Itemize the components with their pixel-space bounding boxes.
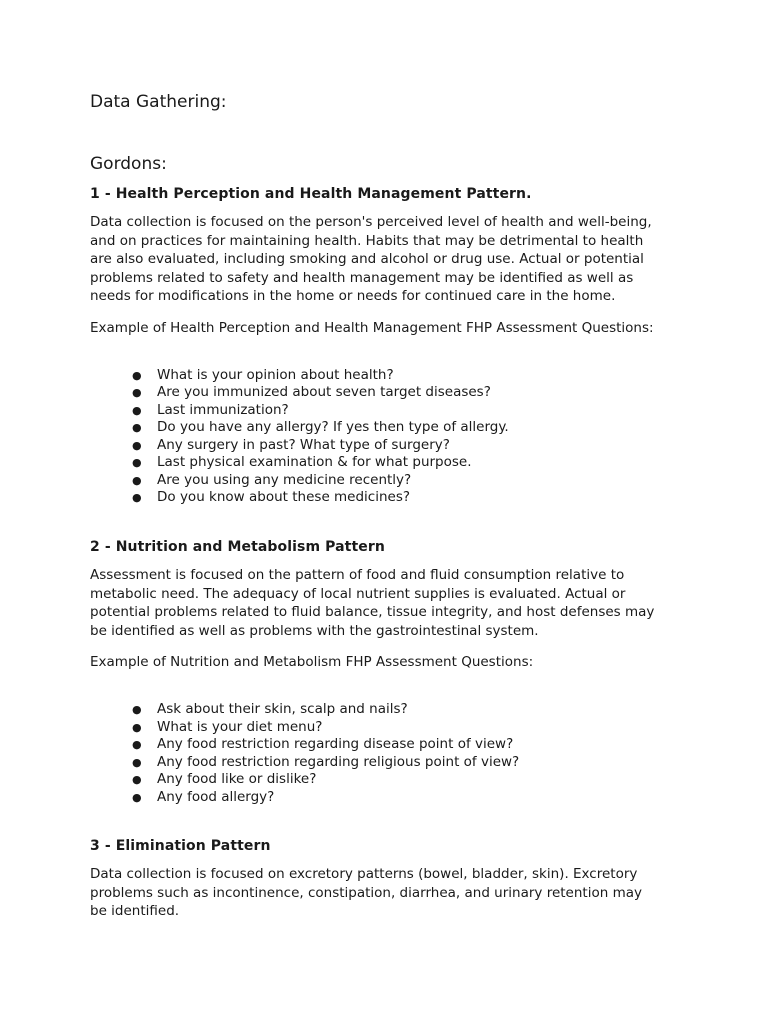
bullet-icon: ● [132,790,142,804]
list-item [132,701,680,719]
question-text: Any food allergy? [157,788,275,805]
bullet-icon: ● [132,491,142,504]
list-item [132,472,680,490]
question-text: Do you know about these medicines? [157,489,411,505]
bullet-icon: ● [132,473,142,487]
section-paragraph [90,213,680,306]
example-questions-intro: Example of Health Perception and Health Management FHP Assessment Questions: [90,319,654,336]
bullet-icon: ● [132,738,142,751]
question-text: Are you using any medicine recently? [157,471,412,488]
question-text: Any food restriction regarding religious point of view? [157,753,520,770]
section-health-perception [90,186,680,507]
paragraph-line: be identified as well as problems with the gastrointestinal system. [90,622,539,639]
question-text: Last immunization? [157,401,289,418]
bullet-icon: ● [132,403,142,417]
paragraph-line: and on practices for maintaining health. Habits that may be detrimental to health [90,232,644,249]
list-item [132,437,680,455]
list-item [132,754,680,772]
paragraph-line: potential problems related to fluid balance, tissue integrity, and host defenses may [90,604,655,620]
paragraph-line: needs for modifications in the home or needs for continued care in the home. [90,288,616,304]
document-subtitle: Gordons: [90,154,167,174]
list-item [132,419,680,437]
section-heading: 2 - Nutrition and Metabolism Pattern [90,539,385,555]
list-item [132,771,680,789]
document-title: Data Gathering: [90,92,227,112]
question-list [90,701,680,806]
bullet-icon: ● [132,421,142,434]
bullet-icon: ● [132,456,142,469]
bullet-icon: ● [132,773,142,786]
question-text: What is your opinion about health? [157,366,394,383]
list-item [132,402,680,420]
section-heading: 3 - Elimination Pattern [90,838,271,854]
example-questions-intro: Example of Nutrition and Metabolism FHP Assessment Questions: [90,654,534,670]
list-item [132,736,680,754]
paragraph-line: problems such as incontinence, constipation, diarrhea, and urinary retention may [90,884,642,901]
paragraph-line: be identified. [90,903,180,919]
section-paragraph [90,566,680,640]
question-text: Any food restriction regarding disease point of view? [157,736,514,752]
question-text: Do you have any allergy? If yes then type of allergy. [157,419,509,435]
paragraph-line: problems related to safety and health management may be identified as well as [90,269,634,286]
question-text: Ask about their skin, scalp and nails? [157,701,408,717]
bullet-icon: ● [132,368,142,382]
question-text: Last physical examination & for what purpose. [157,454,472,470]
bullet-icon: ● [132,386,142,399]
paragraph-line: metabolic need. The adequacy of local nutrient supplies is evaluated. Actual or [90,585,626,602]
section-heading: 1 - Health Perception and Health Management Pattern. [90,186,532,202]
paragraph-line: are also evaluated, including smoking and alcohol or drug use. Actual or potential [90,251,644,267]
section-nutrition-metabolism [90,539,680,806]
list-item [132,719,680,737]
section-paragraph [90,865,680,921]
question-text: Any surgery in past? What type of surgery? [157,436,450,453]
paragraph-line: Data collection is focused on excretory patterns (bowel, bladder, skin). Excretory [90,866,638,882]
question-text: What is your diet menu? [157,718,323,735]
paragraph-line: Data collection is focused on the person's perceived level of health and well-being, [90,214,652,230]
question-text: Are you immunized about seven target diseases? [157,384,491,400]
list-item [132,454,680,472]
section-elimination [90,838,680,934]
list-item [132,384,680,402]
bullet-icon: ● [132,438,142,452]
bullet-icon: ● [132,703,142,716]
paragraph-line: Assessment is focused on the pattern of food and fluid consumption relative to [90,567,625,583]
question-text: Any food like or dislike? [157,771,317,787]
bullet-icon: ● [132,720,142,734]
list-item [132,789,680,807]
list-item [132,367,680,385]
question-list [90,367,680,507]
list-item [132,489,680,507]
bullet-icon: ● [132,755,142,769]
